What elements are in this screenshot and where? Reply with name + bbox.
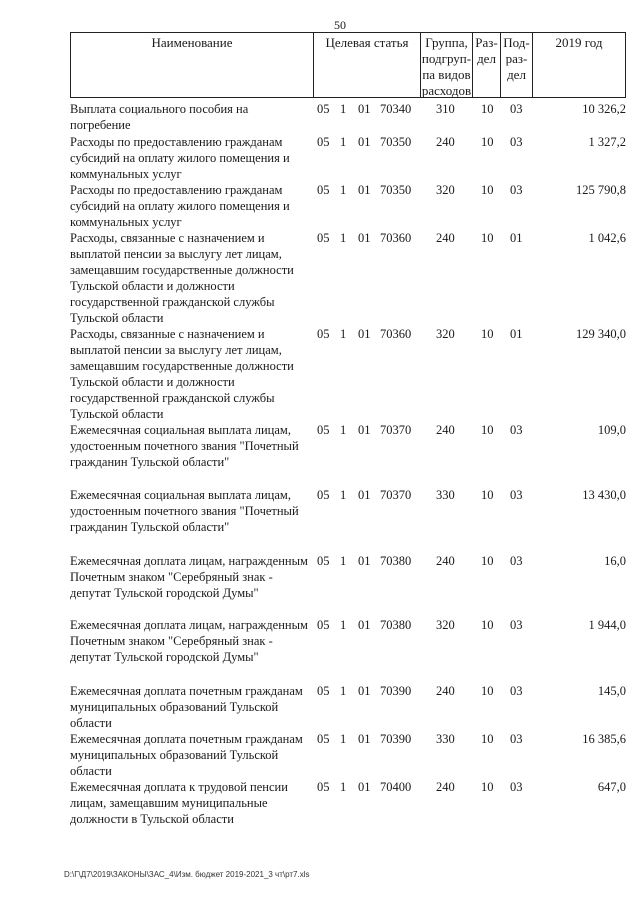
row-name: Выплата социального пособия на погребение [70, 102, 249, 132]
cell-section: 10 [481, 780, 494, 794]
cell-section: 10 [481, 231, 494, 245]
cell-program: 05 [317, 423, 330, 437]
cell-program: 05 [317, 554, 330, 568]
cell-main-event: 01 [358, 102, 371, 116]
cell-main-event: 01 [358, 732, 371, 746]
cell-program: 05 [317, 231, 330, 245]
cell-subsection: 01 [510, 231, 523, 245]
cell-amount: 1 327,2 [588, 135, 626, 149]
header-target-article: Целевая статья [314, 33, 421, 97]
file-path-footer: D:\Г\Д7\2019\ЗАКОНЫ\ЗАС_4\Изм. бюджет 2019-2021_3 чт\рт7.xls [64, 870, 310, 879]
cell-program: 05 [317, 183, 330, 197]
header-section: Раз- дел [473, 33, 501, 97]
row-name: Расходы по предоставлению гражданам субсидий на оплату жилого помещения и коммунальных услуг [70, 135, 290, 181]
table-header [70, 32, 626, 98]
cell-amount: 129 340,0 [576, 327, 626, 341]
cell-program: 05 [317, 135, 330, 149]
cell-main-event: 01 [358, 423, 371, 437]
cell-subprogram: 1 [340, 102, 347, 116]
header-subsection: Под- раз- дел [501, 33, 533, 97]
cell-direction: 70370 [380, 488, 412, 502]
cell-direction: 70400 [380, 780, 412, 794]
cell-amount: 145,0 [597, 684, 626, 698]
cell-program: 05 [317, 327, 330, 341]
cell-section: 10 [481, 327, 494, 341]
row-name: Ежемесячная социальная выплата лицам, удостоенным почетного звания "Почетный гражданин Тульской области" [70, 423, 299, 469]
cell-section: 10 [481, 488, 494, 502]
row-name: Ежемесячная доплата к трудовой пенсии лицам, замещавшим муниципальные должности в Тульской области [70, 780, 288, 826]
cell-section: 10 [481, 732, 494, 746]
header-name: Наименование [71, 33, 314, 97]
cell-group: 240 [436, 780, 455, 794]
cell-group: 320 [436, 618, 455, 632]
cell-direction: 70350 [380, 135, 412, 149]
cell-subprogram: 1 [340, 183, 347, 197]
cell-program: 05 [317, 780, 330, 794]
cell-main-event: 01 [358, 183, 371, 197]
cell-group: 240 [436, 135, 455, 149]
row-name: Ежемесячная доплата лицам, награжденным Почетным знаком "Серебряный знак - депутат Тульской городской Думы" [70, 554, 308, 600]
cell-subprogram: 1 [340, 554, 347, 568]
cell-direction: 70380 [380, 554, 412, 568]
cell-direction: 70380 [380, 618, 412, 632]
cell-main-event: 01 [358, 135, 371, 149]
cell-subsection: 03 [510, 183, 523, 197]
cell-program: 05 [317, 618, 330, 632]
cell-group: 310 [436, 102, 455, 116]
cell-program: 05 [317, 732, 330, 746]
cell-section: 10 [481, 423, 494, 437]
cell-subprogram: 1 [340, 684, 347, 698]
cell-direction: 70360 [380, 231, 412, 245]
cell-subsection: 03 [510, 732, 523, 746]
cell-main-event: 01 [358, 327, 371, 341]
cell-section: 10 [481, 618, 494, 632]
cell-group: 320 [436, 183, 455, 197]
row-name: Ежемесячная доплата почетным гражданам муниципальных образований Тульской области [70, 732, 303, 778]
cell-subsection: 01 [510, 327, 523, 341]
page-number: 50 [334, 18, 346, 32]
cell-group: 240 [436, 231, 455, 245]
cell-direction: 70390 [380, 684, 412, 698]
cell-subprogram: 1 [340, 135, 347, 149]
cell-group: 320 [436, 327, 455, 341]
cell-group: 330 [436, 732, 455, 746]
cell-subsection: 03 [510, 554, 523, 568]
row-name: Ежемесячная доплата лицам, награжденным Почетным знаком "Серебряный знак - депутат Тульской городской Думы" [70, 618, 308, 664]
cell-subsection: 03 [510, 488, 523, 502]
cell-amount: 16,0 [604, 554, 626, 568]
cell-section: 10 [481, 135, 494, 149]
cell-subprogram: 1 [340, 780, 347, 794]
row-name: Ежемесячная социальная выплата лицам, удостоенным почетного звания "Почетный гражданин Тульской области" [70, 488, 299, 534]
cell-section: 10 [481, 554, 494, 568]
row-name: Расходы, связанные с назначением и выплатой пенсии за выслугу лет лицам, замещавшим государственные должности Тульской области и должности государственной гражданской службы Тульской области [70, 231, 294, 325]
cell-program: 05 [317, 488, 330, 502]
cell-group: 330 [436, 488, 455, 502]
cell-program: 05 [317, 102, 330, 116]
cell-amount: 16 385,6 [582, 732, 626, 746]
cell-subprogram: 1 [340, 327, 347, 341]
row-name: Ежемесячная доплата почетным гражданам муниципальных образований Тульской области [70, 684, 303, 730]
cell-group: 240 [436, 684, 455, 698]
cell-main-event: 01 [358, 684, 371, 698]
cell-section: 10 [481, 183, 494, 197]
cell-direction: 70360 [380, 327, 412, 341]
cell-subprogram: 1 [340, 488, 347, 502]
cell-main-event: 01 [358, 554, 371, 568]
cell-amount: 1 042,6 [588, 231, 626, 245]
cell-subsection: 03 [510, 423, 523, 437]
cell-subsection: 03 [510, 102, 523, 116]
cell-subprogram: 1 [340, 231, 347, 245]
cell-amount: 13 430,0 [582, 488, 626, 502]
cell-main-event: 01 [358, 488, 371, 502]
cell-group: 240 [436, 423, 455, 437]
cell-subsection: 03 [510, 618, 523, 632]
header-year: 2019 год [555, 35, 603, 50]
cell-section: 10 [481, 102, 494, 116]
cell-direction: 70370 [380, 423, 412, 437]
cell-main-event: 01 [358, 231, 371, 245]
cell-direction: 70340 [380, 102, 412, 116]
cell-amount: 1 944,0 [588, 618, 626, 632]
cell-main-event: 01 [358, 618, 371, 632]
cell-subsection: 03 [510, 780, 523, 794]
cell-group: 240 [436, 554, 455, 568]
header-group: Группа, подгруп- па видов расходов [421, 35, 472, 98]
cell-amount: 647,0 [597, 780, 626, 794]
cell-subprogram: 1 [340, 423, 347, 437]
cell-subprogram: 1 [340, 732, 347, 746]
cell-amount: 10 326,2 [582, 102, 626, 116]
cell-subsection: 03 [510, 684, 523, 698]
cell-program: 05 [317, 684, 330, 698]
cell-direction: 70350 [380, 183, 412, 197]
cell-direction: 70390 [380, 732, 412, 746]
cell-amount: 125 790,8 [576, 183, 626, 197]
cell-amount: 109,0 [597, 423, 626, 437]
cell-subsection: 03 [510, 135, 523, 149]
cell-section: 10 [481, 684, 494, 698]
cell-subprogram: 1 [340, 618, 347, 632]
row-name: Расходы, связанные с назначением и выплатой пенсии за выслугу лет лицам, замещавшим государственные должности Тульской области и должности государственной гражданской службы Тульской области [70, 327, 294, 421]
cell-main-event: 01 [358, 780, 371, 794]
row-name: Расходы по предоставлению гражданам субсидий на оплату жилого помещения и коммунальных услуг [70, 183, 290, 229]
